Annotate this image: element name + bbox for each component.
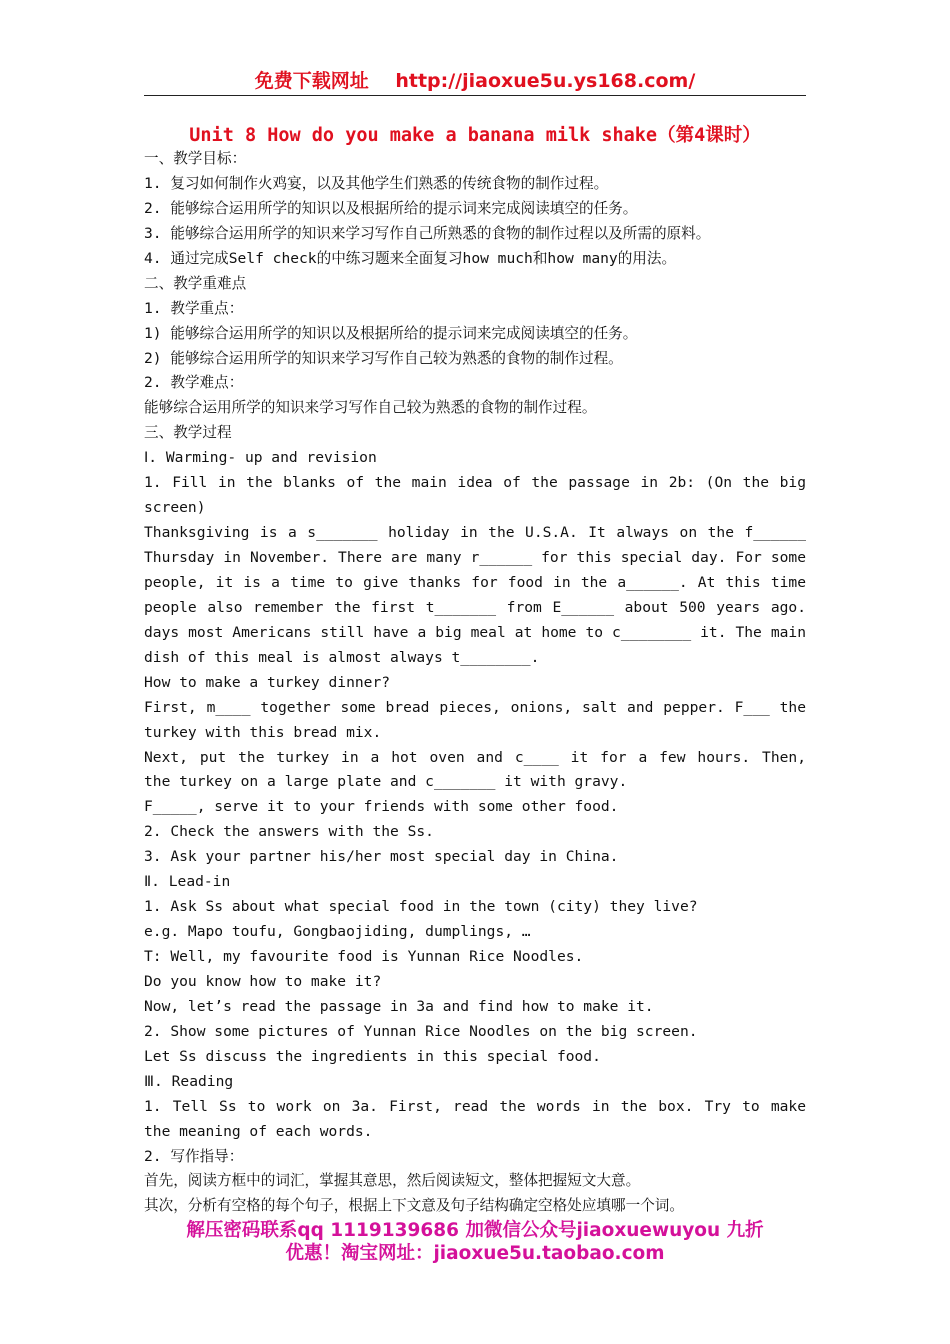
text-line: 3. Ask your partner his/her most special day in China. bbox=[144, 848, 619, 866]
text-line: 能够综合运用所学的知识来学习写作自己较为熟悉的食物的制作过程。 bbox=[144, 399, 597, 417]
text-line: 1) 能够综合运用所学的知识以及根据所给的提示词来完成阅读填空的任务。 bbox=[144, 324, 638, 342]
text-line: Do you know how to make it? bbox=[144, 972, 382, 990]
text-line: people also remember the first t_______ from E______ about 500 years ago. bbox=[144, 598, 806, 616]
text-line: 2. Check the answers with the Ss. bbox=[144, 823, 434, 841]
text-line: Thursday in November. There are many r______ for this special day. For some bbox=[144, 549, 806, 566]
document-body bbox=[144, 147, 806, 1219]
header-url-link[interactable]: http://jiaoxue5u.ys168.com/ bbox=[395, 70, 696, 92]
text-line: 2. 教学难点： bbox=[144, 374, 244, 392]
text-line: F_____, serve it to your friends with some other food. bbox=[144, 798, 619, 816]
text-line: 首先，阅读方框中的词汇，掌握其意思，然后阅读短文，整体把握短文大意。 bbox=[144, 1172, 641, 1190]
text-line: 三、教学过程 bbox=[144, 424, 232, 442]
text-line: First, m____ together some bread pieces, onions, salt and pepper. F___ the bbox=[144, 698, 806, 716]
text-line: 其次，分析有空格的每个句子，根据上下文意及句子结构确定空格处应填哪一个词。 bbox=[144, 1197, 684, 1215]
page-footer bbox=[144, 1219, 806, 1265]
text-line: 一、教学目标： bbox=[144, 150, 247, 167]
text-line: 3. 能够综合运用所学的知识来学习写作自己所熟悉的食物的制作过程以及所需的原料。 bbox=[144, 224, 711, 242]
text-line: e.g. Mapo toufu, Gongbaojiding, dumplings, … bbox=[144, 923, 531, 941]
footer-line-1: 解压密码联系qq 1119139686 加微信公众号jiaoxuewuyou 九折 bbox=[186, 1220, 764, 1241]
text-line: screen) bbox=[144, 499, 206, 517]
text-line: days most Americans still have a big meal at home to c________ it. The main bbox=[144, 623, 806, 641]
text-line: Thanksgiving is a s_______ holiday in the U.S.A. It always on the f______ bbox=[144, 524, 806, 542]
text-line: Ⅲ. Reading bbox=[144, 1072, 234, 1090]
text-line: dish of this meal is almost always t________. bbox=[144, 648, 540, 666]
text-line: 2) 能够综合运用所学的知识来学习写作自己较为熟悉的食物的制作过程。 bbox=[144, 349, 623, 367]
text-line: 4. 通过完成Self check的中练习题来全面复习how much和how many的用法。 bbox=[144, 249, 677, 267]
text-line: Let Ss discuss the ingredients in this special food. bbox=[144, 1047, 601, 1065]
document-title: Unit 8 How do you make a banana milk shake（第4课时） bbox=[189, 125, 761, 146]
text-line: T: Well, my favourite food is Yunnan Rice Noodles. bbox=[144, 948, 584, 965]
text-line: people, it is a time to give thanks for food in the a______. At this time bbox=[144, 573, 806, 591]
text-line: 1. 教学重点： bbox=[144, 299, 244, 317]
text-line: 1. Ask Ss about what special food in the town (city) they live? bbox=[144, 898, 698, 916]
text-line: 2. Show some pictures of Yunnan Rice Noodles on the big screen. bbox=[144, 1022, 698, 1040]
text-line: the meaning of each words. bbox=[144, 1122, 373, 1140]
text-line: How to make a turkey dinner? bbox=[144, 673, 391, 691]
header-label: 免费下载网址 bbox=[254, 70, 369, 92]
text-line: 1. Tell Ss to work on 3a. First, read the words in the box. Try to make bbox=[144, 1097, 806, 1115]
text-line: Ⅰ. Warming- up and revision bbox=[144, 449, 377, 467]
text-line: turkey with this bread mix. bbox=[144, 723, 382, 741]
footer-line-2: 优惠！淘宝网址：jiaoxue5u.taobao.com bbox=[285, 1243, 665, 1264]
header-divider bbox=[144, 95, 806, 96]
text-line: Now, let’s read the passage in 3a and find how to make it. bbox=[144, 997, 654, 1015]
text-line: 1. Fill in the blanks of the main idea of the passage in 2b: (On the big bbox=[144, 474, 806, 492]
text-line: 2. 写作指导： bbox=[144, 1147, 244, 1165]
text-line: Next, put the turkey in a hot oven and c____ it for a few hours. Then, bbox=[144, 748, 806, 766]
text-line: 2. 能够综合运用所学的知识以及根据所给的提示词来完成阅读填空的任务。 bbox=[144, 199, 638, 217]
text-line: the turkey on a large plate and c_______ it with gravy. bbox=[144, 773, 628, 791]
text-line: 二、教学重难点 bbox=[144, 274, 247, 292]
text-line: 1. 复习如何制作火鸡宴，以及其他学生们熟悉的传统食物的制作过程。 bbox=[144, 174, 609, 192]
page-header bbox=[144, 66, 806, 96]
text-line: Ⅱ. Lead-in bbox=[144, 873, 231, 891]
